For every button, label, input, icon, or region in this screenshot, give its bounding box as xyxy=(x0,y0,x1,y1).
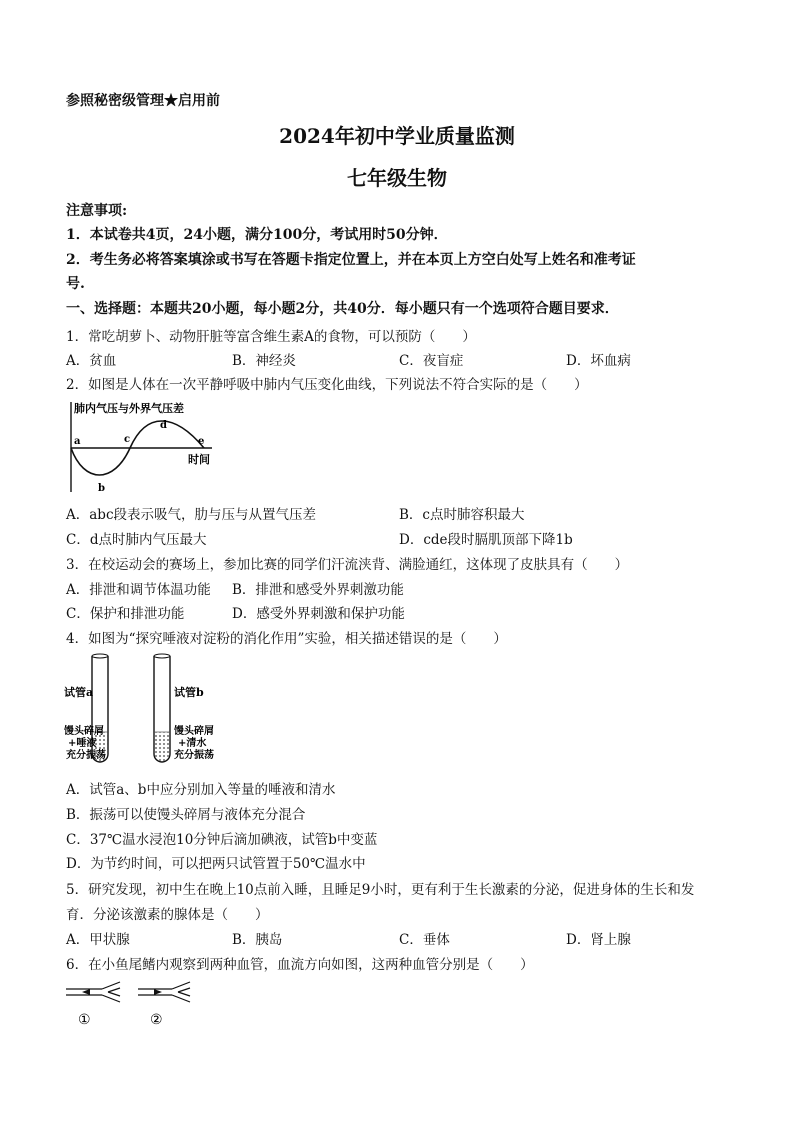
q5-option-c: C．垂体 xyxy=(399,932,450,948)
point-b-label: b xyxy=(98,483,105,494)
q1-option-a: A．贫血 xyxy=(66,353,117,369)
test-tube-b xyxy=(154,654,170,762)
note-2: 2．考生务必将答案填涂或书写在答题卡指定位置上，并在本页上方空白处写上姓名和准考证 xyxy=(66,252,636,268)
point-d-label: d xyxy=(160,420,167,431)
q3-option-b: B．排泄和感受外界刺激功能 xyxy=(232,582,404,598)
vessel-1 xyxy=(66,982,120,1002)
point-c-label: c xyxy=(124,434,131,445)
point-e-label: e xyxy=(198,436,205,447)
point-a-label: a xyxy=(74,436,81,447)
q4-option-c: C．37℃温水浸泡10分钟后滴加碘液，试管b中变蓝 xyxy=(66,832,378,848)
q3-option-c: C．保护和排泄功能 xyxy=(66,606,185,622)
note-2-cont: 号. xyxy=(66,276,85,292)
q2-stem: 2．如图是人体在一次平静呼吸中肺内气压变化曲线，下列说法不符合实际的是（ ） xyxy=(66,377,588,393)
q2-option-d: D．cde段时膈肌顶部下降1b xyxy=(399,532,573,548)
q3-stem: 3．在校运动会的赛场上，参加比赛的同学们汗流浃背、满脸通红，这体现了皮肤具有（ ） xyxy=(66,557,629,573)
vessel-2 xyxy=(138,982,190,1002)
q2-option-c: C．d点时肺内气压最大 xyxy=(66,532,207,548)
vessel-1-label: ① xyxy=(78,1012,91,1028)
q5-option-d: D．肾上腺 xyxy=(566,932,631,948)
q5-stem: 5．研究发现，初中生在晚上10点前入睡，且睡足9小时，更有利于生长激素的分泌，促进身体的生长和发 xyxy=(66,882,695,898)
q5-option-b: B．胰岛 xyxy=(232,932,283,948)
blood-vessel-figure xyxy=(62,980,202,1030)
tube-b-note-1: 馒头碎屑 xyxy=(174,726,214,737)
test-tube-figure xyxy=(62,650,232,770)
tube-b-note-3: 充分振荡 xyxy=(174,750,214,761)
note-1: 1．本试卷共4页，24小题，满分100分，考试用时50分钟． xyxy=(66,227,448,243)
q5-option-a: A．甲状腺 xyxy=(66,932,130,948)
notes-heading: 注意事项: xyxy=(66,203,128,219)
graph-y-label: 肺内气压与外界气压差 xyxy=(74,402,184,415)
graph-x-label: 时间 xyxy=(188,453,210,466)
tube-a-note-1: 馒头碎屑 xyxy=(64,726,104,737)
tube-b-note-2: +清水 xyxy=(178,738,207,749)
q4-option-a: A．试管a、b中应分别加入等量的唾液和清水 xyxy=(66,782,336,798)
q2-option-a: A．abc段表示吸气，肋与压与从置气压差 xyxy=(66,507,316,523)
confidential-notice: 参照秘密级管理★启用前 xyxy=(66,93,220,109)
tube-a-note-2: +唾液 xyxy=(68,738,97,749)
q1-option-c: C．夜盲症 xyxy=(399,353,464,369)
q3-option-a: A．排泄和调节体温功能 xyxy=(66,582,211,598)
exam-subject: 七年级生物 xyxy=(347,166,447,190)
pressure-curve-figure xyxy=(62,396,222,496)
q1-stem: 1．常吃胡萝卜、动物肝脏等富含维生素A的食物，可以预防（ ） xyxy=(66,329,476,345)
tube-a-note-3: 充分振荡 xyxy=(66,750,106,761)
q5-stem-cont: 育．分泌该激素的腺体是（ ） xyxy=(66,907,269,923)
q4-stem: 4．如图为“探究唾液对淀粉的消化作用”实验，相关描述错误的是（ ） xyxy=(66,631,507,647)
q6-stem: 6．在小鱼尾鳍内观察到两种血管，血流方向如图，这两种血管分别是（ ） xyxy=(66,957,534,973)
q1-option-b: B．神经炎 xyxy=(232,353,296,369)
q3-option-d: D．感受外界刺激和保护功能 xyxy=(232,606,405,622)
tube-a-label: 试管a xyxy=(64,686,94,699)
q4-option-b: B．振荡可以使馒头碎屑与液体充分混合 xyxy=(66,807,306,823)
vessel-2-label: ② xyxy=(150,1012,163,1028)
q1-option-d: D．坏血病 xyxy=(566,353,631,369)
q4-option-d: D．为节约时间，可以把两只试管置于50℃温水中 xyxy=(66,856,366,872)
tube-b-label: 试管b xyxy=(174,686,204,699)
exam-title: 2024年初中学业质量监测 xyxy=(279,124,515,148)
q2-option-b: B．c点时肺容积最大 xyxy=(399,507,525,523)
section-heading: 一、选择题：本题共20小题，每小题2分，共40分．每小题只有一个选项符合题目要求． xyxy=(66,301,619,317)
